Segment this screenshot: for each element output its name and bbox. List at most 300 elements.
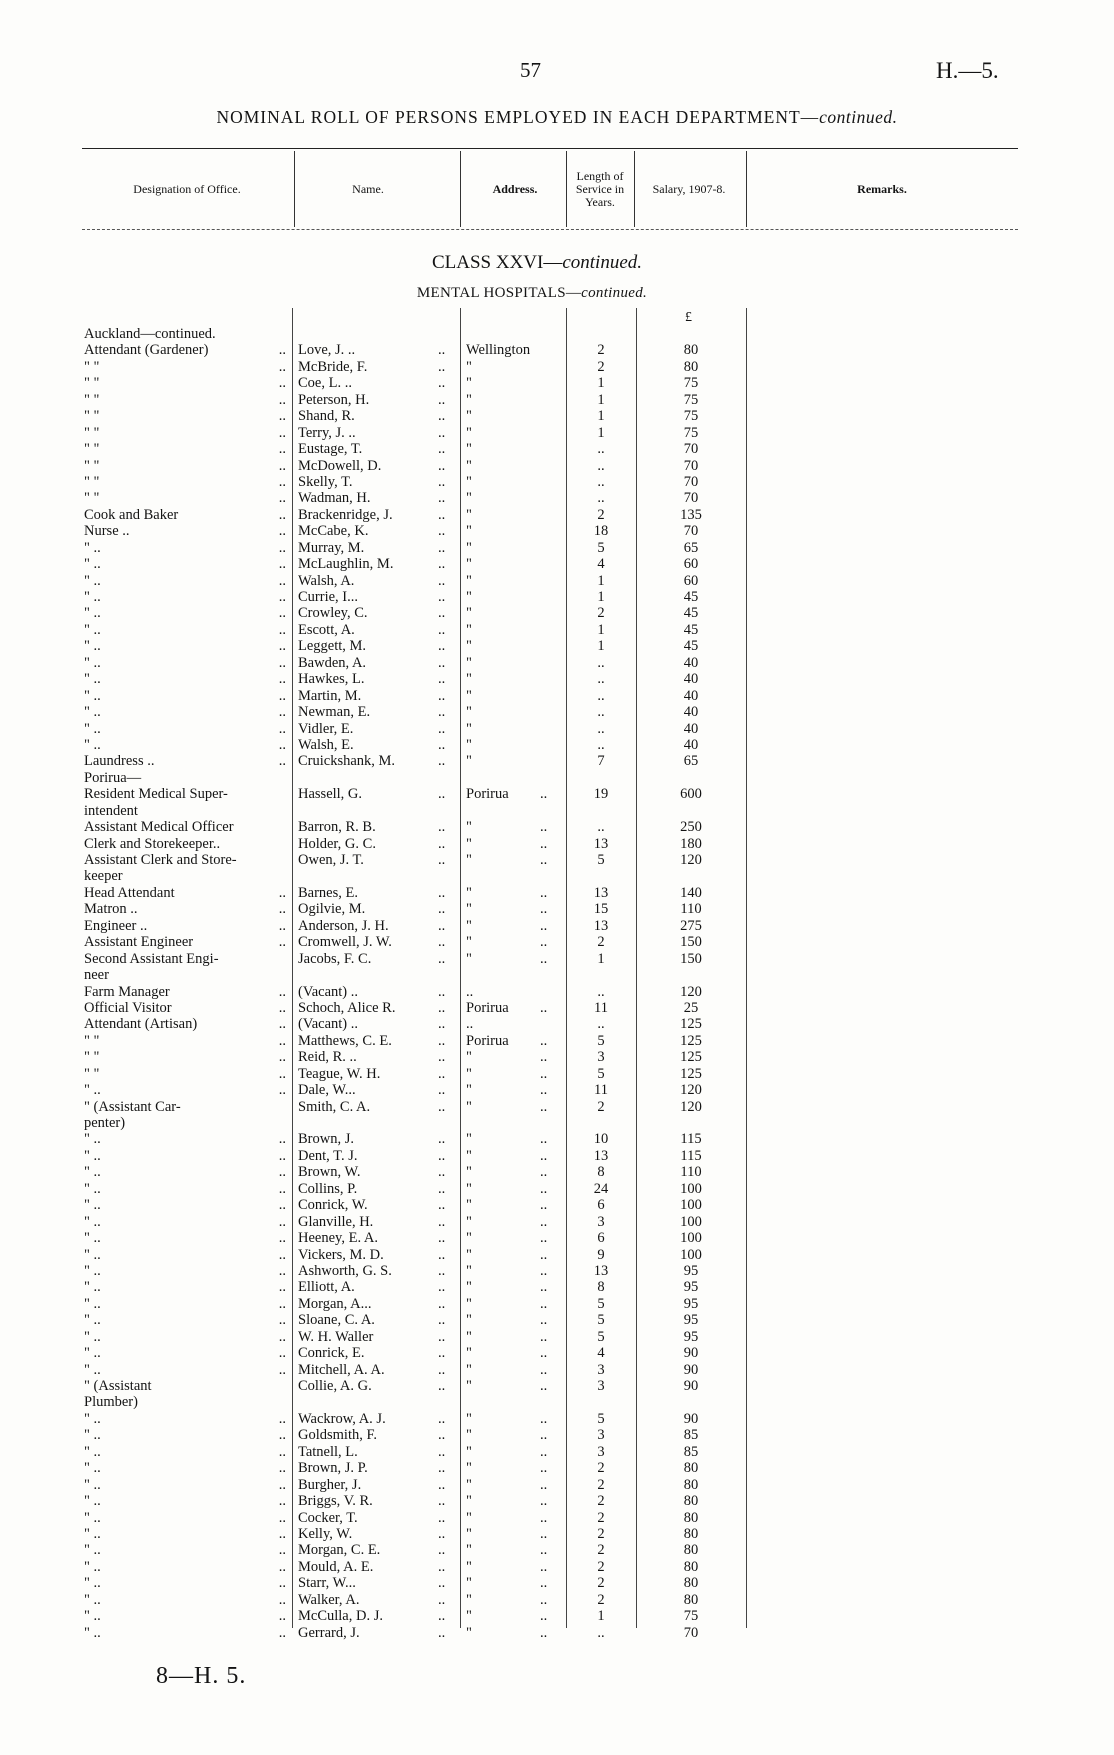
address-cell: "	[466, 819, 472, 836]
name-cell: Vickers, M. D.	[298, 1246, 384, 1263]
length-cell: ..	[597, 457, 605, 474]
designation-cell: " " ..	[84, 473, 286, 490]
length-cell: 9	[597, 1246, 605, 1263]
length-cell: ..	[597, 736, 605, 753]
table-row	[0, 1247, 1114, 1263]
table-row	[0, 1378, 1114, 1394]
name-leader: ..	[438, 1032, 446, 1049]
address-cell: "	[466, 1378, 472, 1394]
address-leader: ..	[540, 1147, 548, 1164]
designation-leader: ..	[278, 704, 286, 721]
name-leader: ..	[438, 1328, 446, 1345]
designation-leader: ..	[278, 1213, 286, 1230]
class-heading-main: CLASS XXVI—	[431, 252, 563, 273]
name-leader: ..	[438, 408, 446, 425]
name-cell: (Vacant) ..	[298, 983, 358, 1000]
designation-leader: ..	[278, 605, 286, 622]
page-title	[0, 107, 1114, 128]
address-cell: ..	[466, 1016, 474, 1033]
name-cell: Wackrow, A. J.	[298, 1410, 386, 1427]
name-leader: ..	[438, 1558, 446, 1575]
address-cell: "	[466, 523, 472, 540]
address-cell: "	[466, 572, 472, 589]
salary-cell: 135	[680, 506, 702, 523]
name-cell: Holder, G. C.	[298, 835, 376, 852]
address-leader: ..	[540, 1279, 548, 1296]
address-cell: "	[466, 1558, 472, 1575]
length-cell: 5	[597, 539, 605, 556]
table-header	[82, 148, 1018, 230]
name-cell: Escott, A.	[298, 621, 355, 638]
table-row	[0, 408, 1114, 424]
designation-leader: ..	[278, 1361, 286, 1378]
address-cell: "	[466, 1608, 472, 1625]
length-cell: 5	[597, 852, 605, 868]
address-cell: Porirua	[466, 1032, 509, 1049]
address-cell: "	[466, 1493, 472, 1510]
designation-leader: ..	[278, 1328, 286, 1345]
length-cell: 10	[593, 1131, 609, 1148]
name-leader: ..	[438, 589, 446, 605]
designation-cell: " .. ..	[84, 1558, 286, 1575]
salary-cell: 70	[683, 523, 699, 540]
designation-cell: keeper	[84, 868, 123, 885]
designation-leader: ..	[278, 1295, 286, 1312]
table-row	[0, 1049, 1114, 1065]
designation-leader: ..	[278, 1575, 286, 1592]
name-leader: ..	[438, 917, 446, 934]
table-row	[0, 1394, 1114, 1410]
name-leader: ..	[438, 1542, 446, 1559]
designation-cell: " " ..	[84, 490, 286, 507]
salary-cell: 100	[680, 1197, 702, 1214]
designation-cell: Head Attendant ..	[84, 884, 286, 901]
name-leader: ..	[438, 1262, 446, 1279]
salary-cell: 600	[680, 786, 702, 803]
salary-cell: 120	[680, 983, 702, 1000]
address-cell: "	[466, 934, 472, 951]
col-address: Address.	[492, 181, 538, 196]
length-cell: 5	[597, 1065, 605, 1082]
name-leader: ..	[438, 1312, 446, 1329]
table-row	[0, 359, 1114, 375]
address-cell: "	[466, 884, 472, 901]
designation-leader: ..	[278, 1016, 286, 1033]
name-cell: Elliott, A.	[298, 1279, 355, 1296]
address-cell: "	[466, 1460, 472, 1477]
table-row	[0, 622, 1114, 638]
length-cell: 13	[593, 1147, 609, 1164]
designation-cell: Porirua—	[84, 769, 142, 786]
address-cell: "	[466, 556, 472, 573]
table-row	[0, 951, 1114, 967]
name-cell: Vidler, E.	[298, 720, 354, 737]
address-leader: ..	[540, 1180, 548, 1197]
name-leader: ..	[438, 687, 446, 704]
length-cell: ..	[597, 1016, 605, 1033]
table-row	[0, 836, 1114, 852]
designation-leader: ..	[278, 572, 286, 589]
designation-cell: " .. ..	[84, 687, 286, 704]
table-row	[0, 425, 1114, 441]
name-cell: Collie, A. G.	[298, 1378, 372, 1394]
salary-cell: 75	[683, 424, 699, 441]
table-row	[0, 688, 1114, 704]
designation-cell: " " ..	[84, 1065, 286, 1082]
salary-cell: 25	[683, 999, 699, 1016]
name-cell: Tatnell, L.	[298, 1443, 358, 1460]
name-cell: Bawden, A.	[298, 654, 367, 671]
designation-cell: " .. ..	[84, 1295, 286, 1312]
name-cell: Smith, C. A.	[298, 1098, 371, 1115]
address-cell: "	[466, 1312, 472, 1329]
table-row	[0, 1411, 1114, 1427]
length-cell: 2	[597, 1476, 605, 1493]
address-leader: ..	[540, 1443, 548, 1460]
salary-cell: 125	[680, 1049, 702, 1066]
table-row	[0, 1000, 1114, 1016]
table-row	[0, 1082, 1114, 1098]
designation-cell: Resident Medical Super-	[84, 786, 228, 803]
table-row	[0, 1033, 1114, 1049]
name-cell: Walsh, A.	[298, 572, 355, 589]
length-cell: ..	[597, 704, 605, 721]
designation-leader: ..	[278, 1493, 286, 1510]
length-cell: 1	[597, 424, 605, 441]
table-row	[0, 967, 1114, 983]
name-cell: Collins, P.	[298, 1180, 358, 1197]
designation-cell: " .. ..	[84, 1624, 286, 1641]
name-leader: ..	[438, 1131, 446, 1148]
page-number: 57	[520, 58, 541, 82]
table-row	[0, 1329, 1114, 1345]
salary-cell: 75	[683, 408, 699, 425]
designation-cell: " .. ..	[84, 589, 286, 605]
length-cell: 3	[597, 1049, 605, 1066]
length-cell: 2	[597, 1460, 605, 1477]
designation-leader: ..	[278, 884, 286, 901]
address-cell: "	[466, 473, 472, 490]
length-cell: ..	[597, 819, 605, 836]
name-cell: McCulla, D. J.	[298, 1608, 383, 1625]
address-cell: "	[466, 1427, 472, 1444]
name-cell: Love, J. ..	[298, 342, 356, 359]
designation-cell: " .. ..	[84, 1427, 286, 1444]
address-leader: ..	[540, 1295, 548, 1312]
designation-cell: " .. ..	[84, 638, 286, 655]
designation-cell: " .. ..	[84, 621, 286, 638]
length-cell: 2	[597, 1509, 605, 1526]
salary-cell: 70	[683, 441, 699, 458]
name-leader: ..	[438, 572, 446, 589]
address-leader: ..	[540, 1049, 548, 1066]
name-cell: Skelly, T.	[298, 473, 353, 490]
name-leader: ..	[438, 1279, 446, 1296]
designation-cell: " (Assistant Car-	[84, 1098, 181, 1115]
name-cell: Heeney, E. A.	[298, 1230, 378, 1247]
salary-cell: 40	[683, 736, 699, 753]
name-leader: ..	[438, 1049, 446, 1066]
currency-symbol: £	[685, 310, 692, 325]
length-cell: 1	[597, 589, 605, 605]
salary-cell: 95	[683, 1295, 699, 1312]
designation-leader: ..	[278, 654, 286, 671]
name-cell: Walker, A.	[298, 1591, 360, 1608]
address-leader: ..	[540, 1493, 548, 1510]
name-cell: Sloane, C. A.	[298, 1312, 375, 1329]
length-cell: 1	[597, 1608, 605, 1625]
name-leader: ..	[438, 720, 446, 737]
salary-cell: 45	[683, 638, 699, 655]
table-row	[0, 1164, 1114, 1180]
length-cell: 18	[593, 523, 609, 540]
name-leader: ..	[438, 901, 446, 918]
designation-leader: ..	[278, 490, 286, 507]
designation-cell: " .. ..	[84, 1197, 286, 1214]
col-remarks: Remarks.	[857, 181, 907, 196]
designation-leader: ..	[278, 1180, 286, 1197]
salary-cell: 120	[680, 852, 702, 868]
name-leader: ..	[438, 934, 446, 951]
name-cell: Goldsmith, F.	[298, 1427, 378, 1444]
salary-cell: 250	[680, 819, 702, 836]
table-row	[0, 1230, 1114, 1246]
salary-cell: 70	[683, 473, 699, 490]
name-leader: ..	[438, 1164, 446, 1181]
length-cell: 5	[597, 1410, 605, 1427]
designation-cell: " .. ..	[84, 1312, 286, 1329]
designation-cell: Engineer .. ..	[84, 917, 286, 934]
address-leader: ..	[540, 1082, 548, 1099]
length-cell: ..	[597, 490, 605, 507]
designation-cell: Laundress .. ..	[84, 753, 286, 770]
table-row	[0, 474, 1114, 490]
name-leader: ..	[438, 1230, 446, 1247]
salary-cell: 150	[680, 934, 702, 951]
col-length: Length of Service in Years.	[575, 168, 625, 209]
table-row	[0, 1214, 1114, 1230]
name-leader: ..	[438, 1608, 446, 1625]
name-leader: ..	[438, 1246, 446, 1263]
name-leader: ..	[438, 1427, 446, 1444]
designation-cell: " .. ..	[84, 1460, 286, 1477]
designation-leader: ..	[278, 424, 286, 441]
name-leader: ..	[438, 391, 446, 408]
length-cell: 4	[597, 1345, 605, 1362]
length-cell: 2	[597, 1493, 605, 1510]
table-row	[0, 540, 1114, 556]
length-cell: ..	[597, 687, 605, 704]
table-row	[0, 819, 1114, 835]
table-row	[0, 326, 1114, 342]
designation-cell: " (Assistant	[84, 1378, 152, 1394]
address-leader: ..	[540, 1542, 548, 1559]
name-leader: ..	[438, 473, 446, 490]
designation-cell: Official Visitor ..	[84, 999, 286, 1016]
address-cell: Wellington	[466, 342, 531, 359]
address-cell: "	[466, 1197, 472, 1214]
table-row	[0, 1312, 1114, 1328]
table-row	[0, 786, 1114, 802]
table-row	[0, 1493, 1114, 1509]
name-leader: ..	[438, 1575, 446, 1592]
name-leader: ..	[438, 1098, 446, 1115]
address-leader: ..	[540, 917, 548, 934]
address-leader: ..	[540, 999, 548, 1016]
designation-leader: ..	[278, 671, 286, 688]
table-row	[0, 803, 1114, 819]
designation-leader: ..	[278, 1542, 286, 1559]
address-leader: ..	[540, 786, 548, 803]
name-leader: ..	[438, 1345, 446, 1362]
table-row	[0, 375, 1114, 391]
name-cell: Morgan, A...	[298, 1295, 372, 1312]
address-cell: "	[466, 1345, 472, 1362]
salary-cell: 140	[680, 884, 702, 901]
table-row	[0, 704, 1114, 720]
name-leader: ..	[438, 1410, 446, 1427]
salary-cell: 120	[680, 1098, 702, 1115]
salary-cell: 110	[680, 1164, 702, 1181]
address-cell: Porirua	[466, 786, 509, 803]
class-heading-suffix: continued.	[562, 252, 643, 273]
salary-cell: 45	[683, 605, 699, 622]
name-cell: Teague, W. H.	[298, 1065, 381, 1082]
name-cell: Barron, R. B.	[298, 819, 376, 836]
address-cell: "	[466, 506, 472, 523]
address-leader: ..	[540, 1213, 548, 1230]
salary-cell: 95	[683, 1312, 699, 1329]
name-cell: Leggett, M.	[298, 638, 367, 655]
address-cell: "	[466, 490, 472, 507]
address-cell: "	[466, 1065, 472, 1082]
table-row	[0, 1592, 1114, 1608]
page-title-suffix: continued.	[819, 107, 898, 127]
designation-cell: neer	[84, 967, 109, 984]
salary-cell: 85	[683, 1443, 699, 1460]
salary-cell: 70	[683, 1624, 699, 1641]
name-cell: Gerrard, J.	[298, 1624, 360, 1641]
address-leader: ..	[540, 1098, 548, 1115]
salary-cell: 150	[680, 950, 702, 967]
designation-leader: ..	[278, 1443, 286, 1460]
designation-cell: " .. ..	[84, 1608, 286, 1625]
document-code: H.—5.	[936, 58, 999, 83]
table-row	[0, 1444, 1114, 1460]
address-cell: "	[466, 1575, 472, 1592]
length-cell: 15	[593, 901, 609, 918]
name-cell: Reid, R. ..	[298, 1049, 357, 1066]
name-cell: W. H. Waller	[298, 1328, 374, 1345]
table-row	[0, 1279, 1114, 1295]
address-leader: ..	[540, 934, 548, 951]
salary-cell: 90	[683, 1378, 699, 1394]
table-row	[0, 901, 1114, 917]
designation-leader: ..	[278, 999, 286, 1016]
table-row	[0, 490, 1114, 506]
address-cell: "	[466, 1230, 472, 1247]
table-row	[0, 556, 1114, 572]
name-leader: ..	[438, 638, 446, 655]
address-leader: ..	[540, 1525, 548, 1542]
address-cell: "	[466, 441, 472, 458]
table-row	[0, 1625, 1114, 1641]
address-leader: ..	[540, 950, 548, 967]
length-cell: 3	[597, 1378, 605, 1394]
address-cell: "	[466, 1410, 472, 1427]
table-row	[0, 1477, 1114, 1493]
table-row	[0, 655, 1114, 671]
designation-cell: " .. ..	[84, 1131, 286, 1148]
name-cell: Glanville, H.	[298, 1213, 374, 1230]
salary-cell: 80	[683, 358, 699, 375]
designation-cell: " .. ..	[84, 1410, 286, 1427]
designation-cell: " .. ..	[84, 1279, 286, 1296]
name-leader: ..	[438, 1361, 446, 1378]
address-leader: ..	[540, 1328, 548, 1345]
designation-cell: " .. ..	[84, 720, 286, 737]
salary-cell: 75	[683, 391, 699, 408]
table-row	[0, 1510, 1114, 1526]
length-cell: 1	[597, 950, 605, 967]
designation-leader: ..	[278, 506, 286, 523]
name-leader: ..	[438, 506, 446, 523]
designation-leader: ..	[278, 1246, 286, 1263]
length-cell: 2	[597, 1525, 605, 1542]
designation-cell: " " ..	[84, 358, 286, 375]
length-cell: ..	[597, 654, 605, 671]
name-cell: Anderson, J. H.	[298, 917, 389, 934]
designation-cell: " .. ..	[84, 1180, 286, 1197]
salary-cell: 180	[680, 835, 702, 852]
table-row	[0, 852, 1114, 868]
salary-cell: 75	[683, 375, 699, 392]
designation-cell: " .. ..	[84, 1443, 286, 1460]
name-leader: ..	[438, 999, 446, 1016]
name-cell: Walsh, E.	[298, 736, 354, 753]
address-leader: ..	[540, 1032, 548, 1049]
address-leader: ..	[540, 1262, 548, 1279]
name-cell: Matthews, C. E.	[298, 1032, 392, 1049]
address-cell: "	[466, 671, 472, 688]
name-cell: Terry, J. ..	[298, 424, 356, 441]
address-cell: "	[466, 1131, 472, 1148]
designation-leader: ..	[278, 638, 286, 655]
address-cell: "	[466, 1542, 472, 1559]
name-leader: ..	[438, 441, 446, 458]
length-cell: 1	[597, 391, 605, 408]
address-cell: "	[466, 1328, 472, 1345]
name-cell: McDowell, D.	[298, 457, 382, 474]
designation-leader: ..	[278, 1164, 286, 1181]
name-cell: Jacobs, F. C.	[298, 950, 372, 967]
table-row	[0, 638, 1114, 654]
name-leader: ..	[438, 671, 446, 688]
designation-leader: ..	[278, 391, 286, 408]
designation-leader: ..	[278, 1082, 286, 1099]
salary-cell: 95	[683, 1262, 699, 1279]
address-cell: "	[466, 654, 472, 671]
designation-leader: ..	[278, 473, 286, 490]
address-cell: "	[466, 1295, 472, 1312]
address-cell: "	[466, 1246, 472, 1263]
address-cell: "	[466, 1213, 472, 1230]
name-leader: ..	[438, 358, 446, 375]
length-cell: 13	[593, 835, 609, 852]
address-leader: ..	[540, 1591, 548, 1608]
address-cell: ..	[466, 983, 474, 1000]
length-cell: ..	[597, 720, 605, 737]
